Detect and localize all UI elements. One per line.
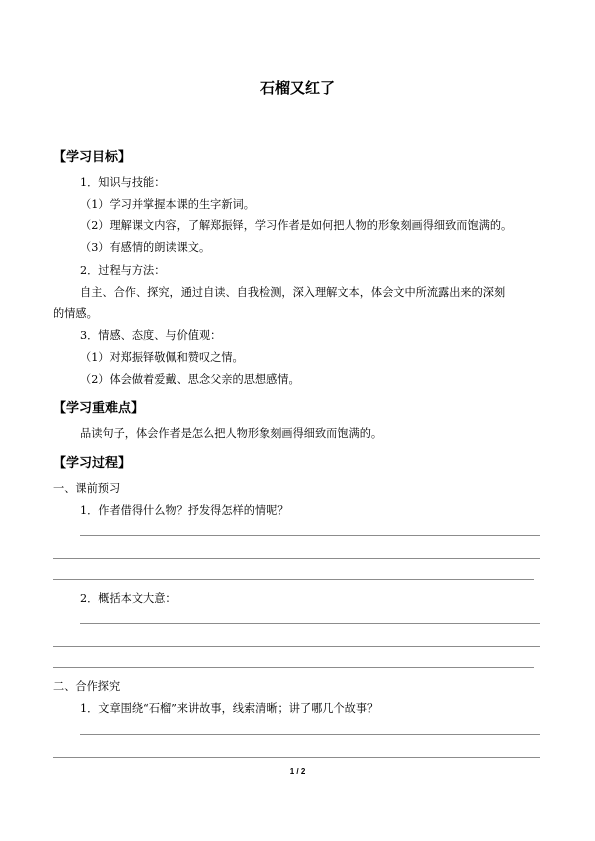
answer-line <box>80 734 540 735</box>
knowledge-item: （2）理解课文内容，了解郑振铎，学习作者是如何把人物的形象刻画得细致而饱满的。 <box>80 219 513 232</box>
part1-question: 1．作者借得什么物？抒发得怎样的情呢？ <box>80 504 289 517</box>
knowledge-item: （1）学习并掌握本课的生字新词。 <box>80 198 255 211</box>
section-process-heading: 【学习过程】 <box>53 456 132 471</box>
answer-line <box>80 623 540 624</box>
section-key-points-heading: 【学习重难点】 <box>53 401 145 416</box>
attitude-heading: 3．情感、态度、与价值观： <box>80 329 222 342</box>
answer-line <box>80 535 540 536</box>
method-heading: 2．过程与方法： <box>80 264 166 277</box>
answer-line <box>53 667 534 668</box>
answer-line <box>53 757 540 758</box>
answer-line <box>53 558 540 559</box>
method-text: 自主、合作、探究，通过自读、自我检测，深入理解文本，体会文中所流露出来的深刻 <box>80 286 506 299</box>
part1-question: 2．概括本文大意： <box>80 592 177 605</box>
part1-heading: 一、课前预习 <box>53 482 121 495</box>
page-number: 1 / 2 <box>289 767 306 776</box>
method-text-continued: 的情感。 <box>53 307 98 320</box>
page-title: 石榴又红了 <box>259 79 335 97</box>
answer-line <box>53 646 540 647</box>
knowledge-item: （3）有感情的朗读课文。 <box>80 241 211 254</box>
knowledge-heading: 1．知识与技能： <box>80 176 166 189</box>
part2-heading: 二、合作探究 <box>53 680 121 693</box>
attitude-item: （1）对郑振铎敬佩和赞叹之情。 <box>80 351 244 364</box>
section-objectives-heading: 【学习目标】 <box>53 150 132 165</box>
part2-question: 1．文章围绕“石榴”来讲故事，线索清晰；讲了哪几个故事？ <box>80 702 379 715</box>
attitude-item: （2）体会做着爱戴、思念父亲的思想感情。 <box>80 373 300 386</box>
key-points-text: 品读句子，体会作者是怎么把人物形象刻画得细致而饱满的。 <box>80 427 383 440</box>
answer-line <box>53 579 534 580</box>
